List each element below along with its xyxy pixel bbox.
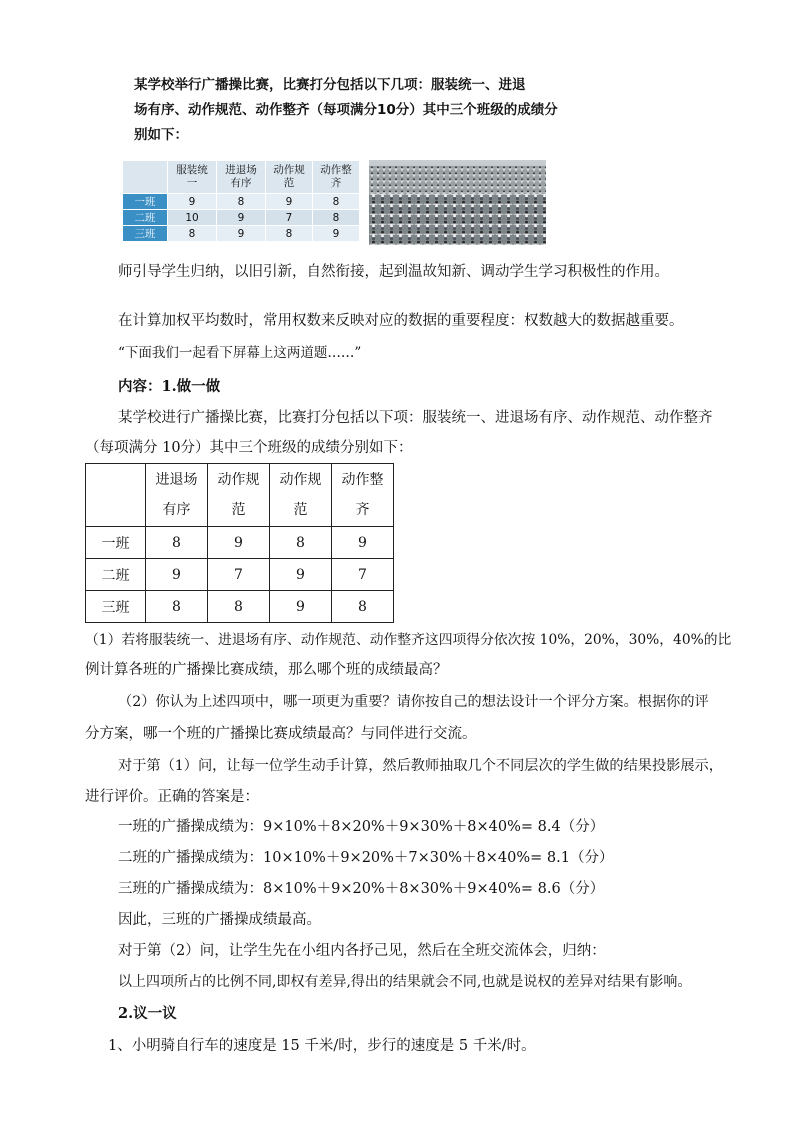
list-item: 1、小明骑自行车的速度是 15 千米/时，步行的速度是 5 千米/时。 [108, 1038, 536, 1054]
table-cell: 9 [270, 591, 332, 623]
table-cell: 9 [270, 559, 332, 591]
gymnastics-photo [369, 160, 546, 245]
table-corner [86, 464, 146, 527]
calculation: 二班的广播操成绩为：10×10%＋9×20%＋7×30%＋8×40%= 8.1（分） [118, 850, 614, 866]
calculation: 一班的广播操成绩为：9×10%＋8×20%＋9×30%＋8×40%= 8.4（分） [118, 819, 605, 835]
slide-score-table [122, 160, 360, 242]
paragraph: 对于第（2）问，让学生先在小组内各抒己见，然后在全班交流体会，归纳： [118, 943, 606, 959]
crowd-exercise-illustration [369, 160, 546, 245]
row-label: 一班 [123, 194, 168, 210]
question-1: （1）若将服装统一、进退场有序、动作规范、动作整齐这四项得分依次按 10%，20%，30%，40%的比 [85, 632, 732, 648]
table-cell: 8 [146, 591, 208, 623]
table-cell: 9 [208, 527, 270, 559]
table-cell: 8 [146, 527, 208, 559]
quote: “下面我们一起看下屏幕上这两道题……” [118, 345, 362, 361]
table-header: 进退场 有序 [146, 464, 208, 527]
table-header: 服装统 一 [168, 161, 217, 194]
table-cell: 7 [208, 559, 270, 591]
slide-text-line: 某学校举行广播操比赛，比赛打分包括以下几项：服装统一、进退 [134, 77, 526, 93]
table-cell: 8 [168, 226, 217, 242]
paragraph: 师引导学生归纳，以旧引新，自然衔接，起到温故知新、调动学生学习积极性的作用。 [118, 264, 669, 280]
table-header: 动作整 齐 [332, 464, 394, 527]
paragraph: （每项满分 10分）其中三个班级的成绩分别如下： [85, 440, 413, 456]
table-cell: 9 [313, 226, 360, 242]
table-cell: 9 [332, 527, 394, 559]
table-cell: 8 [208, 591, 270, 623]
slide-text-line: 场有序、动作规范、动作整齐（每项满分10分）其中三个班级的成绩分 [134, 102, 558, 118]
section-heading: 内容：1.做一做 [118, 378, 221, 395]
question-2-cont: 分方案，哪一个班的广播操比赛成绩最高？与同伴进行交流。 [85, 726, 477, 742]
table-header: 动作规 范 [266, 161, 313, 194]
table-cell: 8 [313, 194, 360, 210]
table-cell: 9 [168, 194, 217, 210]
table-header: 进退场 有序 [217, 161, 266, 194]
row-label: 二班 [86, 559, 146, 591]
table-cell: 7 [332, 559, 394, 591]
table-cell: 9 [217, 226, 266, 242]
question-1-cont: 例计算各班的广播操比赛成绩，那么哪个班的成绩最高？ [85, 662, 448, 678]
paragraph: 某学校进行广播操比赛，比赛打分包括以下项：服装统一、进退场有序、动作规范、动作整齐 [118, 410, 713, 426]
table-corner [123, 161, 168, 194]
table-cell: 9 [266, 194, 313, 210]
paragraph: 在计算加权平均数时，常用权数来反映对应的数据的重要程度：权数越大的数据越重要。 [118, 313, 684, 329]
calculation: 三班的广播操成绩为：8×10%＋9×20%＋8×30%＋9×40%= 8.6（分） [118, 881, 605, 897]
table-cell: 10 [168, 210, 217, 226]
section-heading: 2.议一议 [118, 1005, 177, 1022]
table-cell: 8 [313, 210, 360, 226]
table-cell: 8 [217, 194, 266, 210]
conclusion: 因此，三班的广播操成绩最高。 [118, 912, 321, 928]
table-cell: 8 [270, 527, 332, 559]
table-header: 动作整 齐 [313, 161, 360, 194]
slide-text-line: 别如下： [134, 127, 188, 143]
summary: 以上四项所占的比例不同,即权有差异,得出的结果就会不同,也就是说权的差异对结果有影响。 [118, 974, 692, 990]
table-cell: 8 [332, 591, 394, 623]
paragraph: 进行评价。正确的答案是： [85, 789, 259, 805]
score-table [85, 463, 394, 623]
row-label: 二班 [123, 210, 168, 226]
table-cell: 8 [266, 226, 313, 242]
table-header: 动作规 范 [270, 464, 332, 527]
row-label: 一班 [86, 527, 146, 559]
slide-image [122, 73, 558, 245]
table-cell: 9 [217, 210, 266, 226]
question-2: （2）你认为上述四项中，哪一项更为重要？请你按自己的想法设计一个评分方案。根据你的评 [118, 694, 709, 710]
table-cell: 7 [266, 210, 313, 226]
row-label: 三班 [86, 591, 146, 623]
paragraph: 对于第（1）问，让每一位学生动手计算，然后教师抽取几个不同层次的学生做的结果投影展示， [118, 758, 723, 774]
table-cell: 9 [146, 559, 208, 591]
row-label: 三班 [123, 226, 168, 242]
table-header: 动作规 范 [208, 464, 270, 527]
